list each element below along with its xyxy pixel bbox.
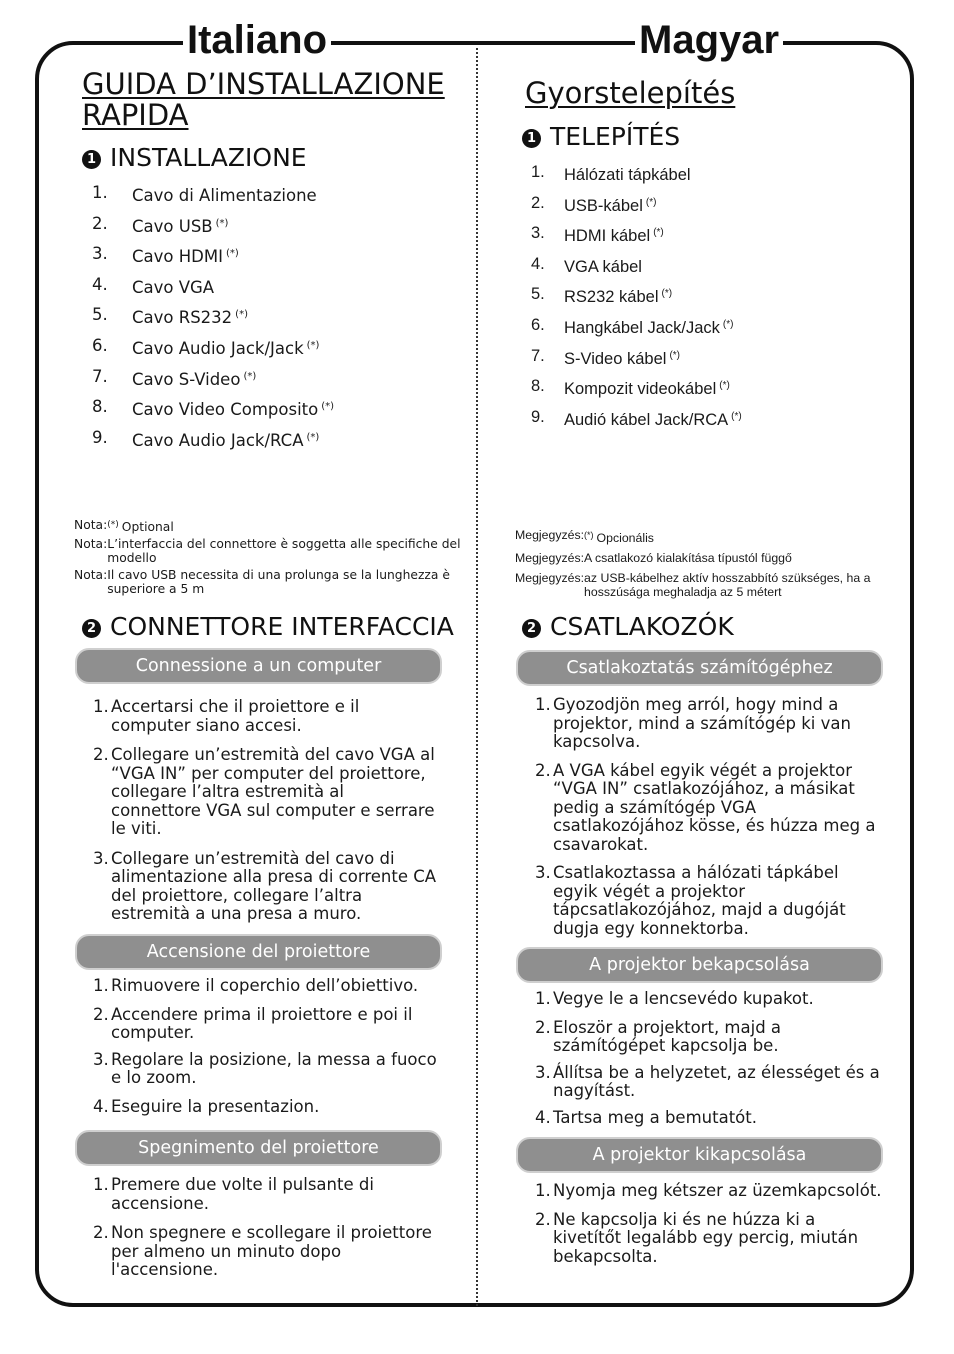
cable-item: 6. Hangkábel Jack/Jack (*) bbox=[531, 315, 734, 337]
step-item: 2. Ne kapcsolja ki és ne húzza ki a kivetítőt legalább egy percig, miután bekapcsolta. bbox=[535, 1209, 859, 1266]
section-number-badge: 1 bbox=[82, 150, 101, 169]
subsection-label-power-on: Accensione del proiettore bbox=[75, 934, 442, 970]
note-item: Megjegyzés: A csatlakozó kialakítása típustól függő bbox=[515, 551, 792, 565]
cable-item: 2. USB-kábel (*) bbox=[531, 193, 657, 215]
step-item: 2. Accendere prima il proiettore e poi il computer. bbox=[93, 1004, 413, 1042]
steps-list-computer-connection bbox=[93, 698, 438, 924]
section-installation-heading bbox=[522, 123, 680, 151]
step-item: 1. Gyozodjön meg arról, hogy mind a projektor, mind a számítógép ki van kapcsolva. bbox=[535, 695, 851, 751]
section-heading-text: CONNETTORE INTERFACCIA bbox=[110, 612, 454, 641]
section-heading-text: TELEPÍTÉS bbox=[550, 122, 681, 151]
step-item: 2. Collegare un’estremità del cavo VGA al “VGA IN” per computer del proiettore, collegare l’altra estremità al connettore VGA sul computer e serrare le viti. bbox=[93, 745, 435, 838]
step-item: 1. Accertarsi che il proiettore e il computer siano accesi. bbox=[93, 697, 360, 735]
note-item: Megjegyzés: (*) Opcionális bbox=[515, 528, 654, 545]
note-item: Nota: Il cavo USB necessita di una prolunga se la lunghezza è superiore a 5 m bbox=[74, 568, 450, 596]
steps-list-power-on bbox=[535, 990, 885, 1127]
step-item: 2. A VGA kábel egyik végét a projektor “VGA IN” csatlakozójához, a másikat pedig a számítógép VGA csatlakozójához kösse, és húzza meg a csavarokat. bbox=[535, 760, 876, 854]
cable-item: 4. VGA kábel bbox=[531, 254, 642, 276]
section-heading-text: INSTALLAZIONE bbox=[110, 143, 307, 172]
subsection-label-power-off: Spegnimento del proiettore bbox=[75, 1130, 442, 1166]
note-item: Nota: (*) Optional bbox=[74, 518, 174, 534]
step-item: 3. Regolare la posizione, la messa a fuoco e lo zoom. bbox=[93, 1049, 437, 1087]
column-divider bbox=[476, 48, 478, 1306]
step-item: 4. Tartsa meg a bemutatót. bbox=[535, 1107, 757, 1127]
subsection-label-power-on: A projektor bekapcsolása bbox=[516, 947, 883, 983]
steps-list-power-on bbox=[93, 977, 438, 1116]
cable-item: 8. Cavo Video Composito (*) bbox=[92, 397, 335, 420]
cable-item: 2. Cavo USB (*) bbox=[92, 213, 229, 236]
step-item: 1. Premere due volte il pulsante di accensione. bbox=[93, 1175, 374, 1213]
step-item: 3. Collegare un’estremità del cavo di alimentazione alla presa di corrente CA del proiettore, collegare l’altra estremità a una presa a muro. bbox=[93, 848, 437, 923]
note-item: Nota: L’interfaccia del connettore è soggetta alle specifiche del modello bbox=[74, 537, 461, 565]
notes-list bbox=[74, 518, 464, 599]
subsection-label-computer-connection: Csatlakoztatás számítógéphez bbox=[516, 650, 883, 686]
section-connectors-heading bbox=[522, 613, 734, 641]
subsection-label-computer-connection: Connessione a un computer bbox=[75, 648, 442, 684]
step-item: 2. Non spegnere e scollegare il proiettore per almeno un minuto dopo l'accensione. bbox=[93, 1223, 432, 1279]
step-item: 3. Állítsa be a helyzetet, az élességet és a nagyítást. bbox=[535, 1062, 880, 1100]
steps-list-power-off bbox=[93, 1176, 438, 1280]
step-item: 4. Eseguire la presentazion. bbox=[93, 1096, 320, 1116]
cable-item: 7. S-Video kábel (*) bbox=[531, 346, 680, 368]
guide-title: GUIDA D’INSTALLAZIONE RAPIDA bbox=[82, 67, 445, 132]
steps-list-power-off bbox=[535, 1182, 885, 1266]
cable-item: 7. Cavo S-Video (*) bbox=[92, 366, 257, 389]
language-title-italian: Italiano bbox=[183, 16, 331, 64]
cable-item: 3. Cavo HDMI (*) bbox=[92, 244, 239, 267]
cable-item: 5. Cavo RS232 (*) bbox=[92, 305, 248, 328]
guide-title: Gyorstelepítés bbox=[525, 76, 736, 110]
section-number-badge: 2 bbox=[82, 619, 101, 638]
steps-list-computer-connection bbox=[535, 696, 885, 938]
note-item: Megjegyzés: az USB-kábelhez aktív hosszabbító szükséges, ha a hosszúsága meghaladja az 5 métert bbox=[515, 571, 871, 599]
section-heading-text: CSATLAKOZÓK bbox=[550, 612, 734, 641]
section-installation-heading bbox=[82, 144, 307, 172]
step-item: 2. Eloször a projektort, majd a számítógépet kapcsolja be. bbox=[535, 1017, 782, 1055]
section-interface-heading bbox=[82, 613, 454, 641]
cable-item: 5. RS232 kábel (*) bbox=[531, 285, 673, 307]
cable-item: 8. Kompozit videokábel (*) bbox=[531, 377, 730, 399]
cable-item: 4. Cavo VGA bbox=[92, 274, 215, 297]
step-item: 3. Csatlakoztassa a hálózati tápkábel egyik végét a projektor tápcsatlakozójához, majd a dugóját dugja egy konnektorba. bbox=[535, 863, 846, 938]
step-item: 1. Nyomja meg kétszer az üzemkapcsolót. bbox=[535, 1181, 882, 1200]
cable-item: 1. Cavo di Alimentazione bbox=[92, 183, 317, 205]
step-item: 1. Rimuovere il coperchio dell’obiettivo. bbox=[93, 976, 419, 995]
subsection-label-power-off: A projektor kikapcsolása bbox=[516, 1137, 883, 1173]
cable-item: 1. Hálózati tápkábel bbox=[531, 163, 691, 184]
step-item: 1. Vegye le a lencsevédo kupakot. bbox=[535, 989, 814, 1008]
cable-item: 3. HDMI kábel (*) bbox=[531, 224, 664, 246]
cable-item: 6. Cavo Audio Jack/Jack (*) bbox=[92, 335, 320, 358]
notes-list bbox=[515, 528, 915, 602]
cable-list bbox=[531, 162, 911, 437]
language-title-hungarian: Magyar bbox=[635, 16, 783, 64]
cable-item: 9. Audió kábel Jack/RCA (*) bbox=[531, 407, 742, 429]
cable-item: 9. Cavo Audio Jack/RCA (*) bbox=[92, 427, 320, 450]
section-number-badge: 1 bbox=[522, 129, 541, 148]
section-number-badge: 2 bbox=[522, 619, 541, 638]
cable-list bbox=[92, 183, 472, 458]
